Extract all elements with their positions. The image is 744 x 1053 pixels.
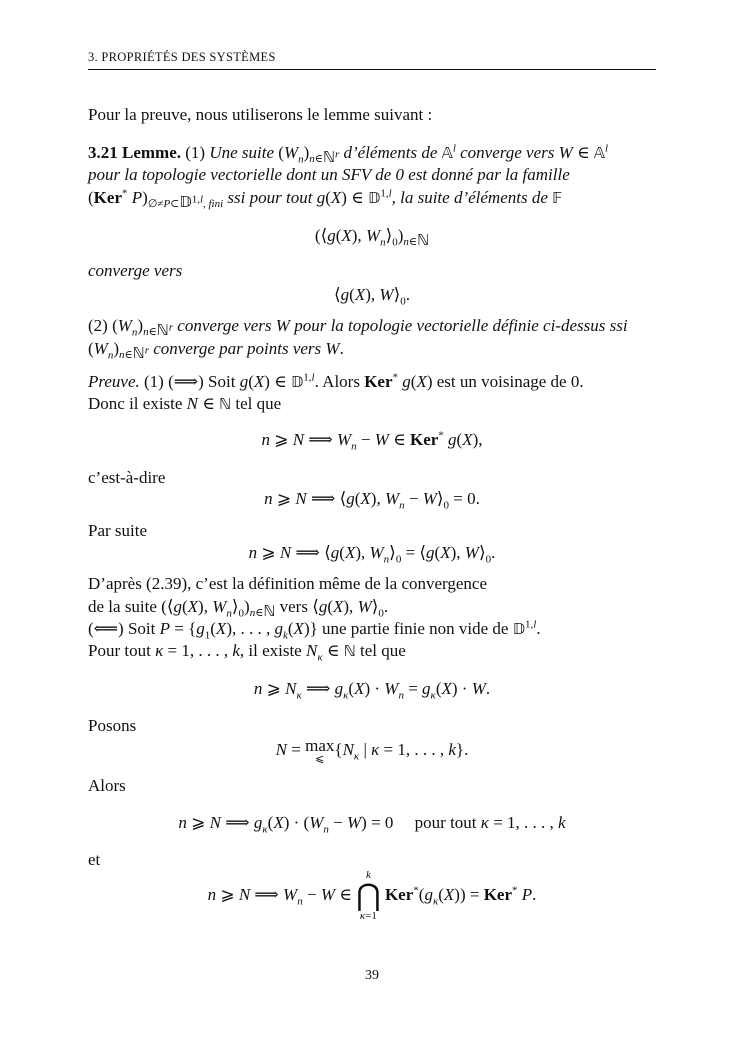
- ker-text: Ker: [93, 188, 122, 207]
- running-head: 3. PROPRIÉTÉS DES SYSTÈMES: [88, 50, 276, 64]
- eq-3: n ⩾ N ⟹ ⟨g(X), $W_n⟩_0$ = ⟨g(X), $W⟩_0$.: [248, 543, 496, 566]
- proof-text-2: . Alors: [314, 372, 360, 391]
- proof-line-2: Donc il existe N ∈ ℕ tel que: [88, 394, 282, 413]
- eq-limit: ⟨g(X), $W⟩_0$.: [334, 285, 410, 308]
- lemma-line-2: pour la topologie vectorielle dont un SFV de 0 est donné par la famille: [88, 165, 570, 184]
- proof-posons: Posons: [88, 716, 137, 735]
- proof-pour-tout: Pour tout: [88, 641, 151, 660]
- proof-alors: Alors: [88, 776, 126, 795]
- proof-label: Preuve.: [88, 372, 140, 391]
- eq-5: N = max ⩽ {$N_\kappa$ | κ = 1, . . . , k}.: [275, 736, 469, 765]
- proof-dapres: D’après (2.39), c’est la définition même de la convergence: [88, 574, 488, 593]
- lemma-text-8: converge par points vers: [153, 339, 322, 358]
- lemma-text-1: Une suite: [209, 143, 275, 162]
- lemma-text-7: pour la topologie vectorielle définie ci-dessus ssi: [294, 316, 628, 335]
- eq-4: n ⩾ $N_\kappa$ ⟹ $g_\kappa(X) \cdot W_n = g_\kappa(X) \cdot W$.: [253, 679, 491, 702]
- lemma-text-4: ssi pour tout: [227, 188, 313, 207]
- lemma-part2-line-1: (2) $(W_n)_{n\in ℕ^r}$ converge vers W pour la topologie vectorielle définie ci-dessus ssi: [88, 316, 628, 340]
- proof-suite-line: de la suite (⟨g(X), $W_n⟩_0)_{n\in ℕ}$ vers ⟨g(X), $W⟩_0$.: [88, 597, 389, 621]
- eq-sequence: (⟨g(X), $W_n⟩_0)_{n\in ℕ}$: [314, 226, 430, 250]
- lemma-part2-num: (2): [88, 316, 108, 335]
- ker-text: Ker: [483, 885, 513, 904]
- proof-il-existe: , il existe: [239, 641, 302, 660]
- intro-line: Pour la preuve, nous utiliserons le lemme suivant :: [88, 105, 433, 124]
- lemma-fini: fini: [208, 198, 224, 211]
- proof-text-1: (1) (⟹) Soit: [144, 372, 236, 391]
- lemma-text-3: converge vers: [460, 143, 555, 162]
- header-rule: [88, 69, 656, 70]
- eq-6: n ⩾ N ⟹ $g_\kappa(X) \cdot (W_n - W) = 0$ pour tout κ = 1, . . . , k: [178, 813, 566, 836]
- proof-line-1: Preuve. (1) (⟹) Soit g(X) ∈ 𝔻$^{1,l}$. Alors Ker* g(X) est un voisinage de 0.: [88, 371, 584, 391]
- proof-par-suite: Par suite: [88, 521, 148, 540]
- lemma-text-6: converge vers: [177, 316, 272, 335]
- proof-text-5: tel que: [235, 394, 282, 413]
- ker-text: Ker: [384, 885, 414, 904]
- lemma-converge-vers: converge vers: [88, 261, 183, 280]
- eq-7: n ⩾ N ⟹ $W_n - W$ ∈ k ⋂ κ=1 $Ker^*(g_\kappa(X)) = Ker^*$ P.: [207, 869, 537, 923]
- page-number: 39: [365, 968, 379, 983]
- eq-2: n ⩾ N ⟹ ⟨g(X), $W_n$ − $W⟩_0 = 0$.: [264, 489, 480, 512]
- ker-text: Ker: [364, 372, 393, 391]
- lemma-line-1: 3.21 Lemme. (1) Une suite $(W_n)_{n\in ℕ^r}$ d’éléments de 𝔸$^l$ converge vers W ∈ 𝔸$^l$: [88, 142, 609, 167]
- proof-text-3: est un voisinage de: [436, 372, 567, 391]
- proof-rev-line: (⟸) Soit $P = \{g_1(X)$, . . . , $g_k(X)$} une partie finie non vide de 𝔻$^{1,l}$.: [88, 618, 541, 642]
- lemma-part2-line-2: $(W_n)_{n\in ℕ^r}$ converge par points vers W.: [88, 339, 344, 363]
- proof-cad: c’est-à-dire: [88, 468, 166, 487]
- lemma-label: 3.21 Lemme.: [88, 143, 182, 162]
- proof-rev-text: (⟸) Soit: [88, 619, 156, 638]
- proof-pour-tout-2: pour tout: [414, 813, 477, 832]
- lemma-line-3: (Ker* $P)_{\emptyset\ne P\subset 𝔻^{1,l}, fini}$ ssi pour tout g(X) ∈ 𝔻$^{1,l}$, la suite d’éléments de 𝔽: [88, 187, 563, 212]
- proof-rev2-text: une partie finie non vide de: [322, 619, 509, 638]
- lemma-text-2: d’éléments de: [343, 143, 438, 162]
- proof-et: et: [88, 850, 101, 869]
- proof-suite-text: de la suite: [88, 597, 157, 616]
- proof-tel-que: tel que: [359, 641, 406, 660]
- eq-1: n ⩾ N ⟹ $W_n - W$ ∈ Ker* g(X),: [261, 429, 483, 453]
- proof-text-4: Donc il existe: [88, 394, 183, 413]
- lemma-part1-num: (1): [185, 143, 206, 162]
- ker-text: Ker: [409, 430, 439, 449]
- proof-vers: vers: [279, 597, 308, 616]
- proof-pour-tout-line: Pour tout κ = 1, . . . , k, il existe $N_\kappa$ ∈ ℕ tel que: [88, 641, 406, 664]
- lemma-text-5: , la suite d’éléments de: [391, 188, 548, 207]
